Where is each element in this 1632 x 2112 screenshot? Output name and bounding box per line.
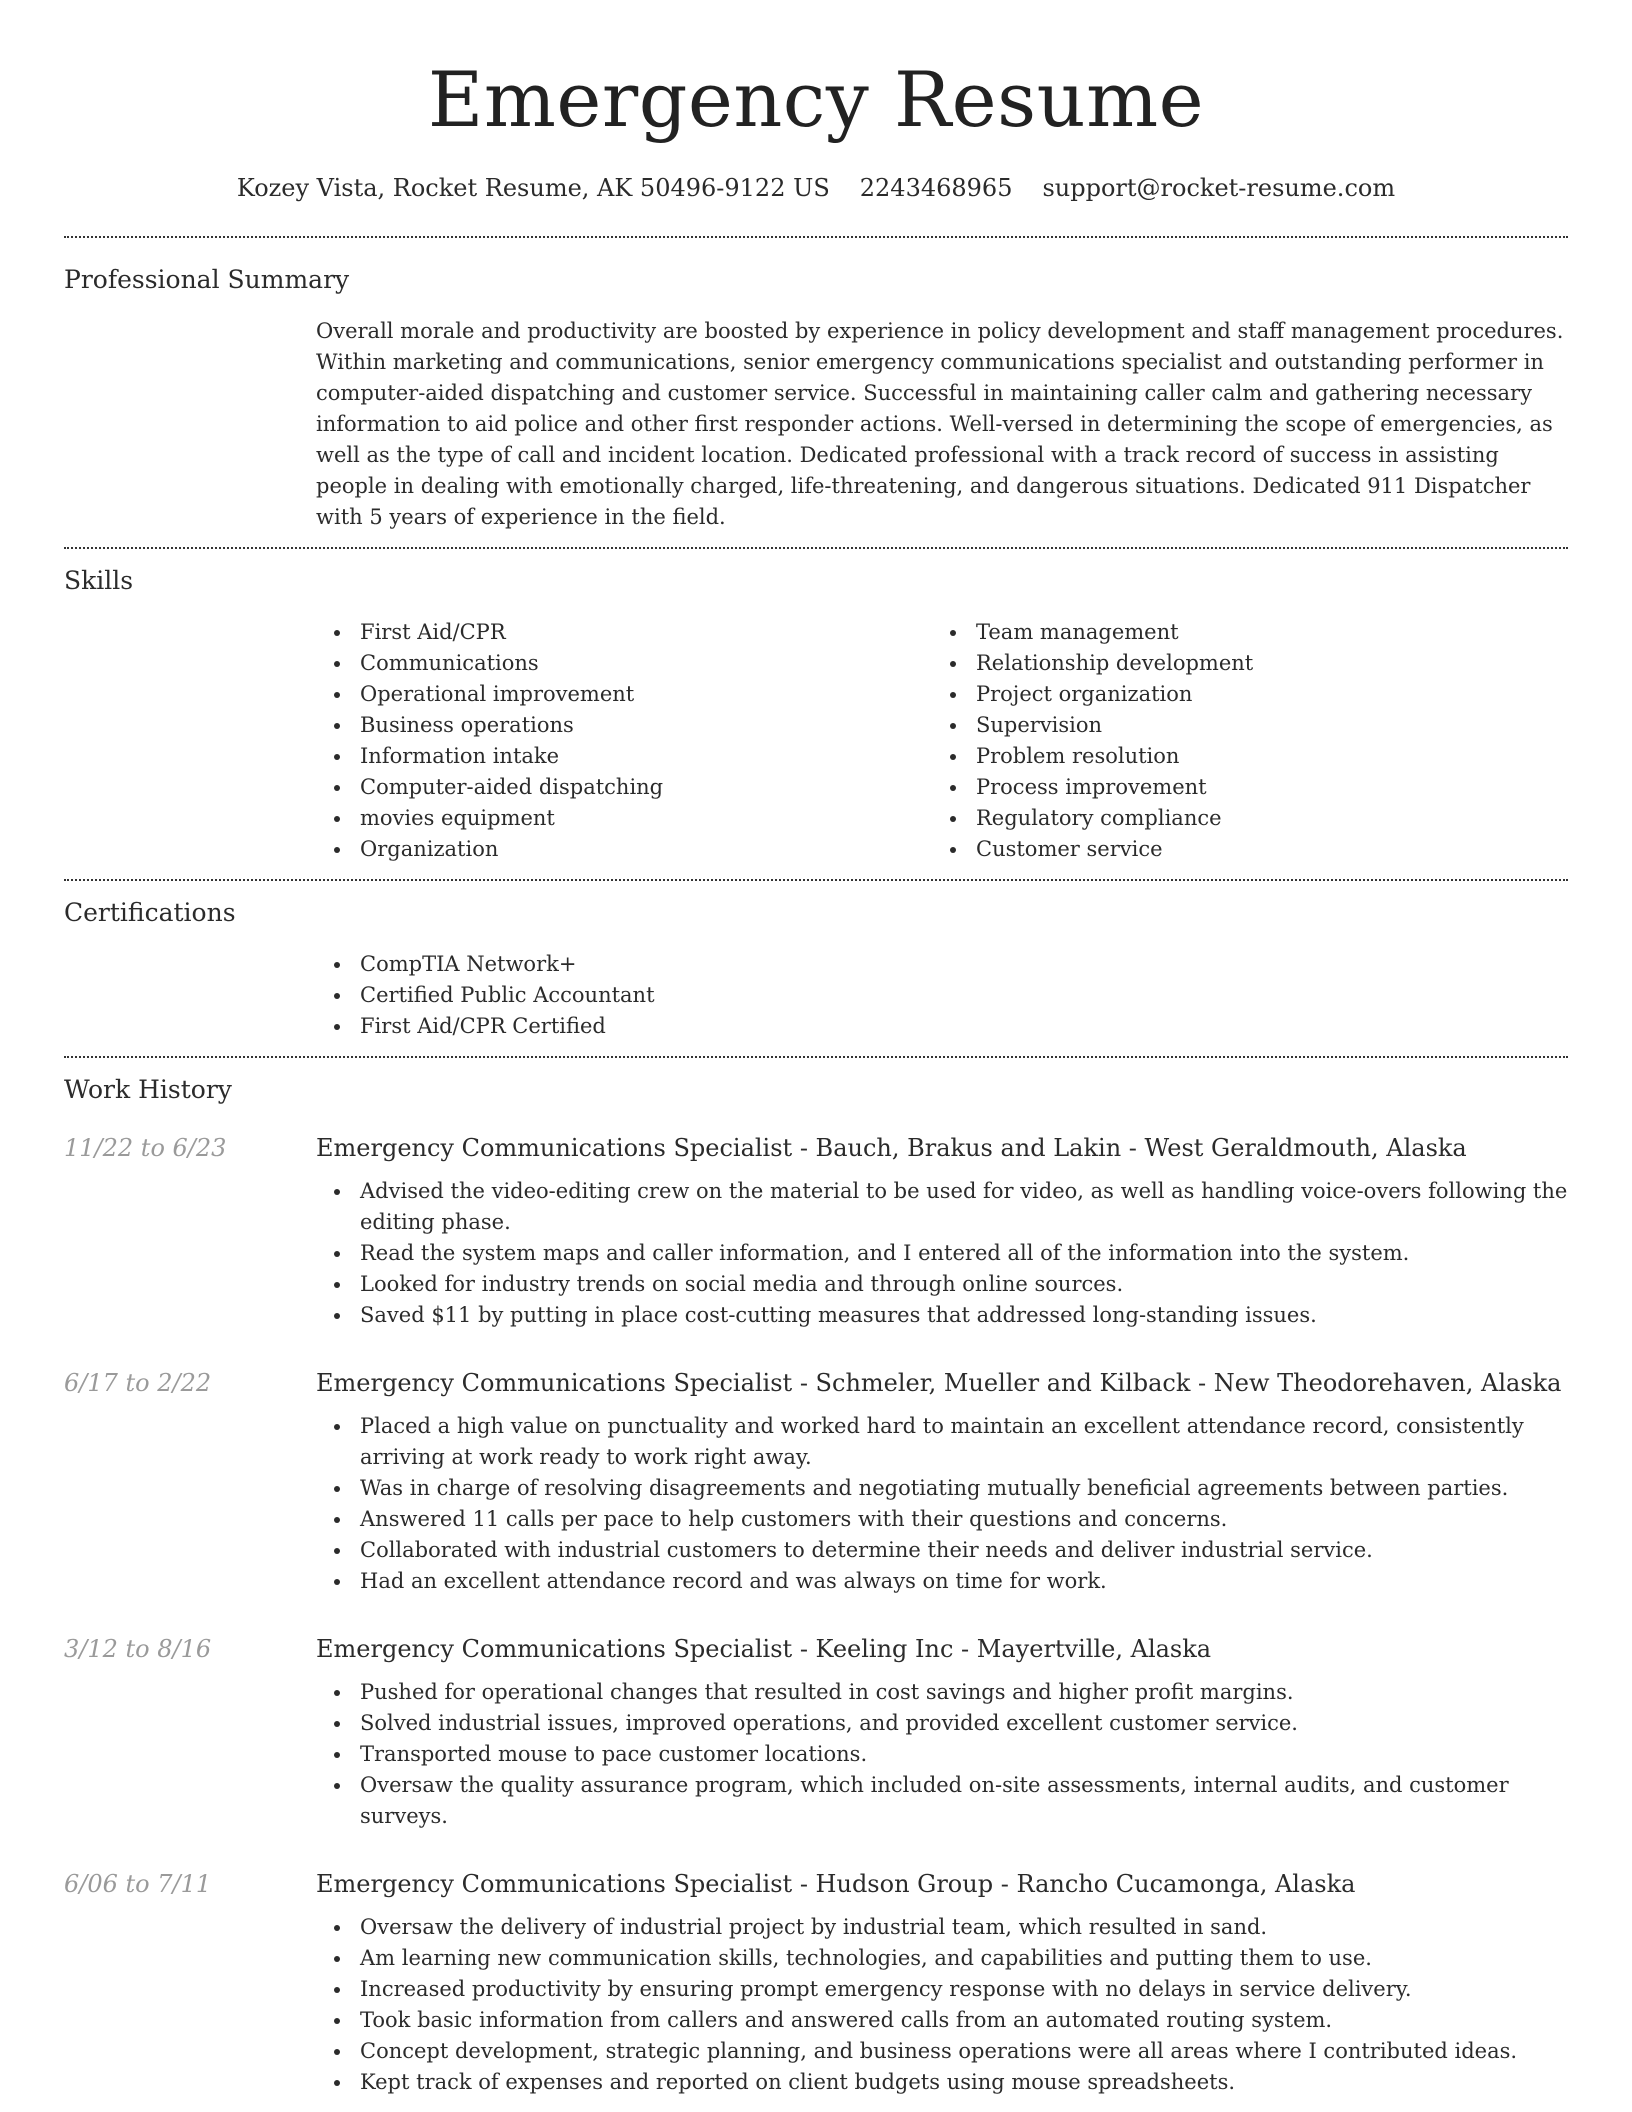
job-entry	[64, 1629, 1568, 1832]
skill-item: Supervision	[932, 710, 1548, 741]
skill-item: Process improvement	[932, 772, 1548, 803]
certifications-items	[316, 949, 1568, 1042]
job-bullets	[316, 1912, 1568, 2098]
skill-item: Operational improvement	[316, 679, 932, 710]
job-heading: Emergency Communications Specialist - Schmeler, Mueller and Kilback - New Theodorehaven, Alaska	[316, 1369, 1562, 1397]
contact-address: Kozey Vista, Rocket Resume, AK 50496-9122 US	[236, 174, 830, 202]
summary-text: Overall morale and productivity are boosted by experience in policy development and staff management procedures. Within marketing and communications, senior emergency communications specialist and outstanding performer in computer-aided dispatching and customer service. Successful in maintaining caller calm and gathering necessary information to aid police and other first responder actions. Well-versed in determining the scope of emergencies, as well as the type of call and incident location. Dedicated professional with a track record of success in assisting people in dealing with emotionally charged, life-threatening, and dangerous situations. Dedicated 911 Dispatcher with 5 years of experience in the field.	[316, 319, 1564, 529]
job-entry	[64, 1128, 1568, 1331]
resume-title: Emergency Resume	[427, 55, 1205, 144]
skill-item: Customer service	[932, 834, 1548, 865]
job-entry	[64, 1363, 1568, 1597]
skill-item: Team management	[932, 617, 1548, 648]
job-dates: 3/12 to 8/16	[64, 1635, 212, 1663]
job-details	[316, 1864, 1568, 2098]
job-bullet: Oversaw the quality assurance program, which included on-site assessments, internal audits, and customer surveys.	[316, 1770, 1568, 1832]
skills-list	[316, 617, 1568, 865]
section-divider	[64, 547, 1568, 549]
skill-item: Communications	[316, 648, 932, 679]
job-bullet: Answered 11 calls per pace to help customers with their questions and concerns.	[316, 1504, 1568, 1535]
job-bullet: Concept development, strategic planning, and business operations were all areas where I contributed ideas.	[316, 2036, 1568, 2067]
job-dates: 11/22 to 6/23	[64, 1134, 227, 1162]
job-bullet: Was in charge of resolving disagreements and negotiating mutually beneficial agreements between parties.	[316, 1473, 1568, 1504]
job-dates: 6/06 to 7/11	[64, 1870, 212, 1898]
skills-column-right	[932, 617, 1548, 865]
section-divider	[64, 236, 1568, 238]
skill-item: Computer-aided dispatching	[316, 772, 932, 803]
skill-item: Organization	[316, 834, 932, 865]
skill-item: Information intake	[316, 741, 932, 772]
work-history-heading: Work History	[64, 1075, 232, 1104]
certification-item: CompTIA Network+	[316, 949, 1568, 980]
job-bullets	[316, 1411, 1568, 1597]
job-bullet: Am learning new communication skills, technologies, and capabilities and putting them to use.	[316, 1943, 1568, 1974]
job-bullet: Placed a high value on punctuality and worked hard to maintain an excellent attendance record, consistently arriving at work ready to work right away.	[316, 1411, 1568, 1473]
skill-item: First Aid/CPR	[316, 617, 932, 648]
job-bullet: Pushed for operational changes that resulted in cost savings and higher profit margins.	[316, 1677, 1568, 1708]
contact-phone: 2243468965	[859, 174, 1013, 202]
job-bullet: Collaborated with industrial customers to determine their needs and deliver industrial service.	[316, 1535, 1568, 1566]
certification-item: Certified Public Accountant	[316, 980, 1568, 1011]
job-details	[316, 1363, 1568, 1597]
skill-item: Regulatory compliance	[932, 803, 1548, 834]
job-bullet: Advised the video-editing crew on the material to be used for video, as well as handling voice-overs following the editing phase.	[316, 1176, 1568, 1238]
summary-heading: Professional Summary	[64, 265, 350, 294]
certifications-list	[316, 949, 1568, 1042]
section-divider	[64, 1056, 1568, 1058]
contact-email: support@rocket-resume.com	[1042, 174, 1396, 202]
job-heading: Emergency Communications Specialist - Hudson Group - Rancho Cucamonga, Alaska	[316, 1870, 1356, 1898]
job-dates: 6/17 to 2/22	[64, 1369, 212, 1397]
job-bullet: Saved $11 by putting in place cost-cutting measures that addressed long-standing issues.	[316, 1300, 1568, 1331]
job-bullet: Had an excellent attendance record and was always on time for work.	[316, 1566, 1568, 1597]
skill-item: Relationship development	[932, 648, 1548, 679]
certification-item: First Aid/CPR Certified	[316, 1011, 1568, 1042]
job-entry	[64, 1864, 1568, 2098]
job-heading: Emergency Communications Specialist - Bauch, Brakus and Lakin - West Geraldmouth, Alaska	[316, 1134, 1467, 1162]
skill-item: Problem resolution	[932, 741, 1548, 772]
skill-item: Project organization	[932, 679, 1548, 710]
skill-item: movies equipment	[316, 803, 932, 834]
contact-line	[64, 168, 1568, 208]
job-details	[316, 1629, 1568, 1832]
job-bullet: Took basic information from callers and answered calls from an automated routing system.	[316, 2005, 1568, 2036]
job-bullets	[316, 1677, 1568, 1832]
certifications-heading: Certifications	[64, 898, 236, 927]
section-divider	[64, 879, 1568, 881]
job-bullet: Looked for industry trends on social media and through online sources.	[316, 1269, 1568, 1300]
job-bullet: Read the system maps and caller information, and I entered all of the information into the system.	[316, 1238, 1568, 1269]
job-bullet: Solved industrial issues, improved operations, and provided excellent customer service.	[316, 1708, 1568, 1739]
skills-heading: Skills	[64, 566, 134, 595]
job-bullet: Kept track of expenses and reported on client budgets using mouse spreadsheets.	[316, 2067, 1568, 2098]
job-bullets	[316, 1176, 1568, 1331]
job-bullet: Increased productivity by ensuring prompt emergency response with no delays in service delivery.	[316, 1974, 1568, 2005]
skill-item: Business operations	[316, 710, 932, 741]
job-bullet: Transported mouse to pace customer locations.	[316, 1739, 1568, 1770]
job-heading: Emergency Communications Specialist - Keeling Inc - Mayertville, Alaska	[316, 1635, 1212, 1663]
skills-column-left	[316, 617, 932, 865]
job-details	[316, 1128, 1568, 1331]
job-bullet: Oversaw the delivery of industrial project by industrial team, which resulted in sand.	[316, 1912, 1568, 1943]
